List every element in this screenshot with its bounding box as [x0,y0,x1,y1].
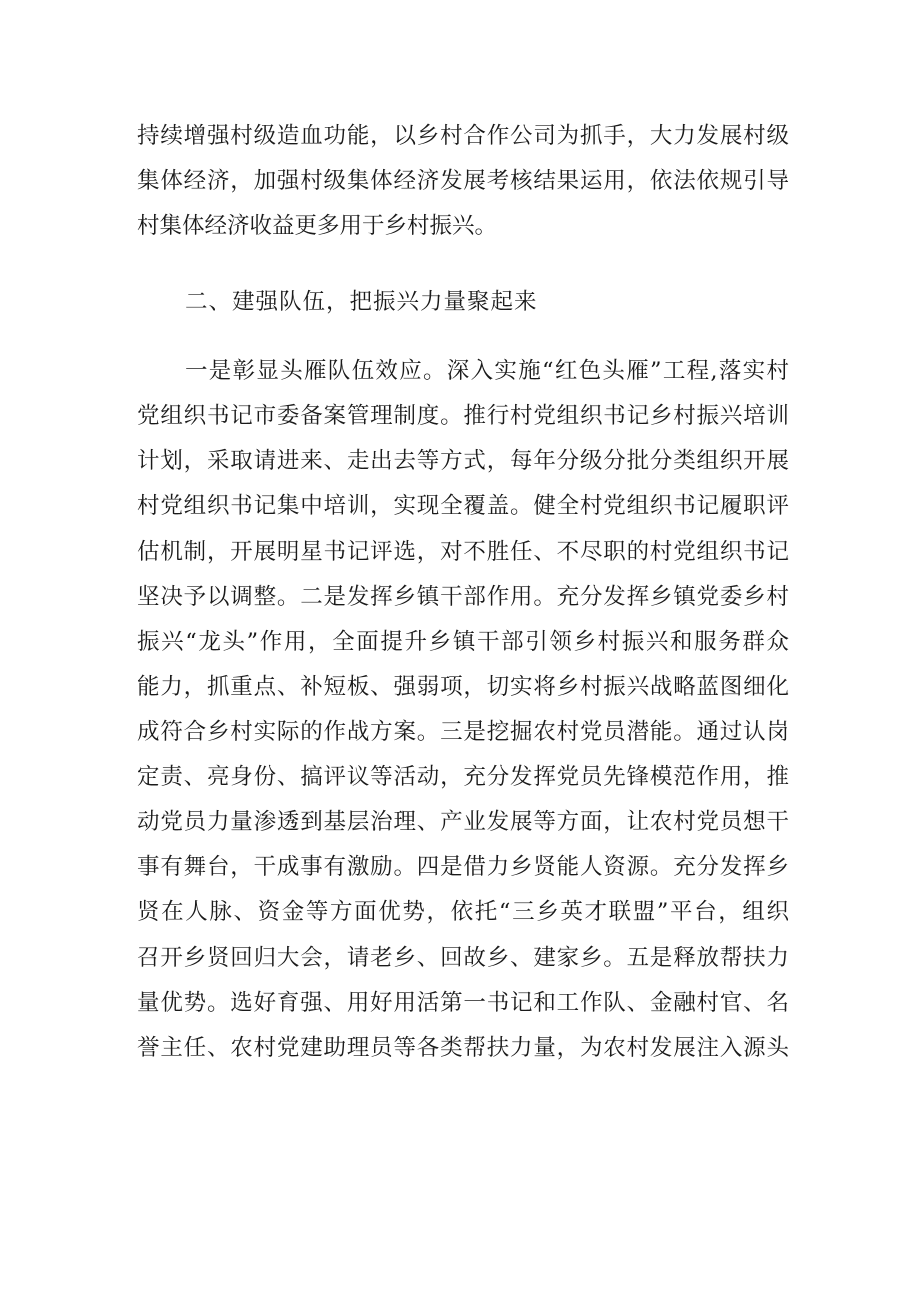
paragraph-2-line-1: 一是彰显头雁队伍效应。深入实施“红色头雁”工程,落实村 [185,358,789,384]
paragraph-2-line-15: 量优势。选好育强、用好用活第一书记和工作队、金融村官、名 [137,990,789,1016]
paragraph-2-line-11: 动党员力量渗透到基层治理、产业发展等方面，让农村党员想干 [137,809,789,835]
paragraph-2-line-7: 振兴“龙头”作用，全面提升乡镇干部引领乡村振兴和服务群众 [137,629,789,655]
paragraph-2-line-14: 召开乡贤回归大会，请老乡、回故乡、建家乡。五是释放帮扶力 [137,945,789,971]
paragraph-2-line-16: 誉主任、农村党建助理员等各类帮扶力量，为农村发展注入源头 [137,1035,789,1061]
paragraph-2-line-12: 事有舞台，干成事有激励。四是借力乡贤能人资源。充分发挥乡 [137,854,789,880]
section-heading: 二、建强队伍，把振兴力量聚起来 [185,289,538,315]
paragraph-2-line-8: 能力，抓重点、补短板、强弱项，切实将乡村振兴战略蓝图细化 [137,674,789,700]
paragraph-1-line-2: 集体经济，加强村级集体经济发展考核结果运用，依法依规引导 [137,168,789,194]
paragraph-2-line-2: 党组织书记市委备案管理制度。推行村党组织书记乡村振兴培训 [137,403,789,429]
paragraph-2-line-4: 村党组织书记集中培训，实现全覆盖。健全村党组织书记履职评 [137,493,789,519]
paragraph-1-line-3: 村集体经济收益更多用于乡村振兴。 [137,213,498,239]
paragraph-2-line-9: 成符合乡村实际的作战方案。三是挖掘农村党员潜能。通过认岗 [137,719,789,745]
paragraph-2-line-10: 定责、亮身份、搞评议等活动，充分发挥党员先锋模范作用，推 [137,764,789,790]
paragraph-1-line-1: 持续增强村级造血功能，以乡村合作公司为抓手，大力发展村级 [137,123,789,149]
paragraph-2-line-5: 估机制，开展明星书记评选，对不胜任、不尽职的村党组织书记 [137,539,789,565]
paragraph-2-line-3: 计划，采取请进来、走出去等方式，每年分级分批分类组织开展 [137,448,789,474]
paragraph-2-line-6: 坚决予以调整。二是发挥乡镇干部作用。充分发挥乡镇党委乡村 [137,584,789,610]
paragraph-2-line-13: 贤在人脉、资金等方面优势，依托“三乡英才联盟”平台，组织 [137,899,789,925]
